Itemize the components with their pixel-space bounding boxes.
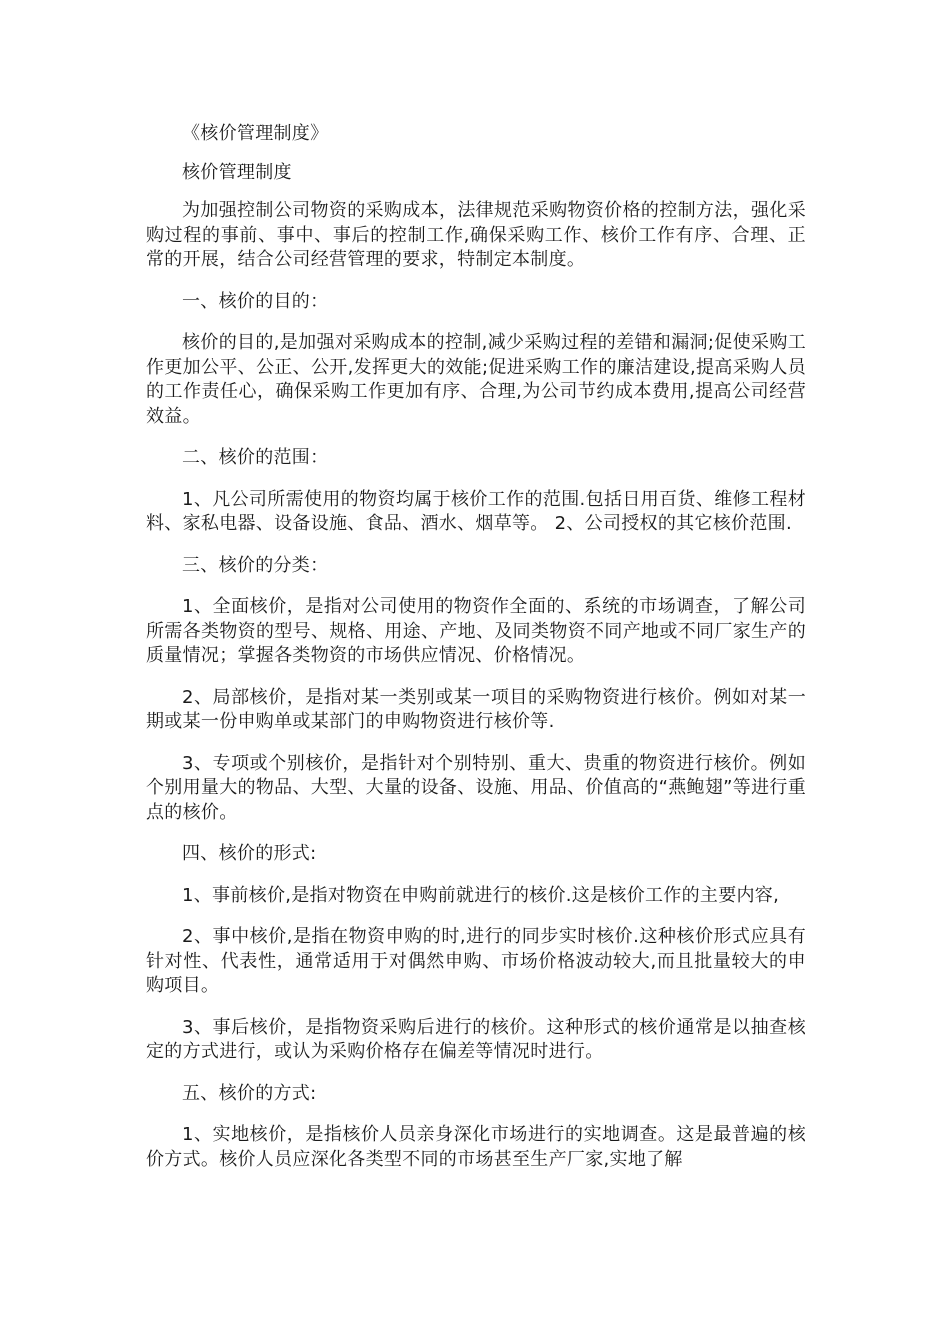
section-classification-paragraph-3: 3、专项或个别核价，是指针对个别特别、重大、贵重的物资进行核价。例如个别用量大的物品、大型、大量的设备、设施、用品、价值高的“燕鲍翅”等进行重点的核价。 (146, 752, 806, 823)
section-forms-paragraph-1: 1、事前核价,是指对物资在申购前就进行的核价.这是核价工作的主要内容, (182, 884, 780, 906)
section-classification-paragraph-2: 2、局部核价，是指对某一类别或某一项目的采购物资进行核价。例如对某一期或某一份申购单或某部门的申购物资进行核价等. (146, 686, 806, 732)
section-classification-paragraph-1: 1、全面核价，是指对公司使用的物资作全面的、系统的市场调查，了解公司所需各类物资的型号、规格、用途、产地、及同类物资不同产地或不同厂家生产的质量情况；掌握各类物资的市场供应情况、价格情况。 (146, 596, 806, 666)
section-purpose-paragraph: 核价的目的,是加强对采购成本的控制,减少采购过程的差错和漏洞;促使采购工作更加公平、公正、公开,发挥更大的效能;促进采购工作的廉洁建设,提高采购人员的工作责任心，确保采购工作更加有序、合理,为公司节约成本费用,提高公司经营效益。 (146, 332, 806, 427)
document-subtitle: 核价管理制度 (182, 161, 292, 183)
section-heading-purpose: 一、核价的目的： (182, 290, 329, 312)
section-forms-paragraph-2: 2、事中核价,是指在物资申购的时,进行的同步实时核价.这种核价形式应具有针对性、代表性，通常适用于对偶然申购、市场价格波动较大,而且批量较大的申购项目。 (146, 926, 806, 996)
document-body (146, 122, 806, 1189)
intro-paragraph: 为加强控制公司物资的采购成本，法律规范采购物资价格的控制方法，强化采购过程的事前、事中、事后的控制工作,确保采购工作、核价工作有序、合理、正常的开展，结合公司经营管理的要求，特制定本制度。 (146, 200, 806, 270)
section-heading-classification: 三、核价的分类： (182, 554, 329, 576)
document-title: 《核价管理制度》 (182, 123, 329, 144)
section-scope-paragraph: 1、凡公司所需使用的物资均属于核价工作的范围.包括日用百货、维修工程材料、家私电器、设备设施、食品、酒水、烟草等。 2、公司授权的其它核价范围. (146, 488, 806, 534)
section-heading-methods: 五、核价的方式: (182, 1082, 317, 1104)
section-methods-paragraph-1: 1、实地核价，是指核价人员亲身深化市场进行的实地调查。这是最普遍的核价方式。核价人员应深化各类型不同的市场甚至生产厂家,实地了解 (146, 1124, 806, 1170)
section-forms-paragraph-3: 3、事后核价，是指物资采购后进行的核价。这种形式的核价通常是以抽查核定的方式进行，或认为采购价格存在偏差等情况时进行。 (146, 1016, 806, 1062)
section-heading-scope: 二、核价的范围： (182, 447, 329, 468)
section-heading-forms: 四、核价的形式: (182, 843, 317, 864)
